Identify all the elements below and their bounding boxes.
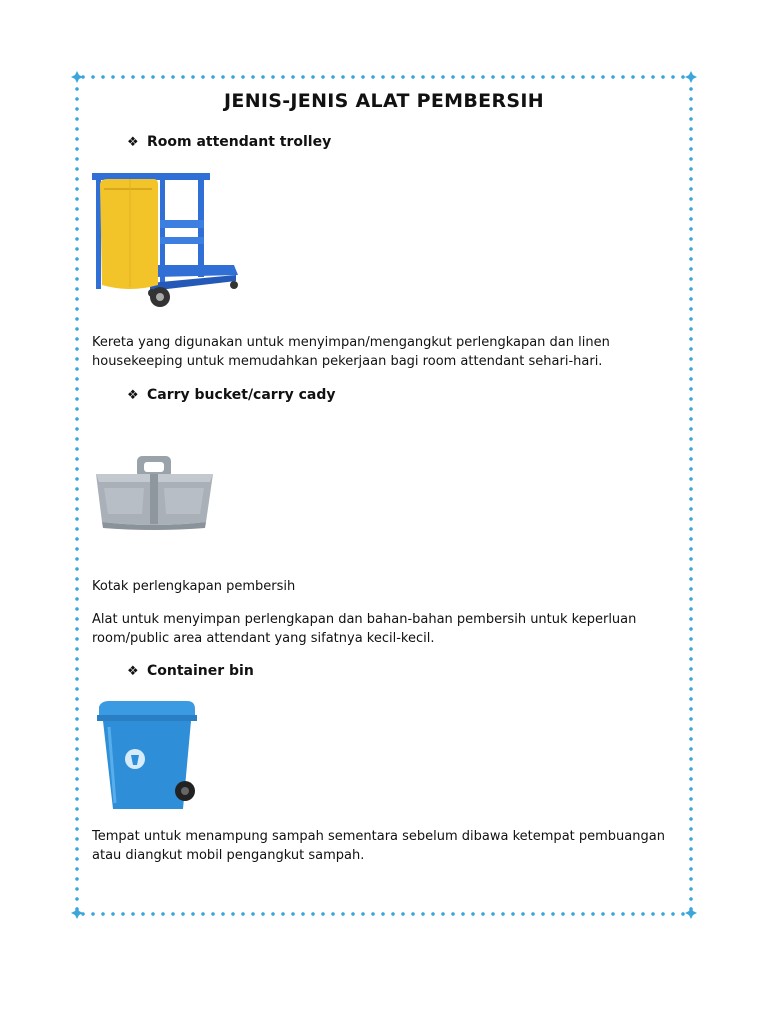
- section-heading-text: Container bin: [147, 663, 254, 679]
- section-heading-text: Carry bucket/carry cady: [147, 387, 336, 403]
- diamond-bullet-icon: ❖: [127, 135, 139, 150]
- diamond-bullet-icon: ❖: [127, 388, 139, 403]
- carry-caddy-image: [92, 452, 217, 532]
- page-title: JENIS-JENIS ALAT PEMBERSIH: [224, 90, 544, 112]
- diamond-bullet-icon: ❖: [127, 664, 139, 679]
- border-top: [78, 73, 690, 81]
- section-heading-carry-bucket: [127, 387, 336, 403]
- corner-ornament-icon: [70, 906, 84, 920]
- section-description: Kereta yang digunakan untuk menyimpan/mengangkut perlengkapan dan linen housekeeping untuk memudahkan pekerjaan bagi room attendant sehari-hari.: [92, 335, 610, 369]
- corner-ornament-icon: [684, 906, 698, 920]
- wheelie-bin-image: [95, 697, 200, 815]
- section-description: Kotak perlengkapan pembersih: [92, 579, 296, 594]
- corner-ornament-icon: [70, 70, 84, 84]
- section-description: Tempat untuk menampung sampah sementara sebelum dibawa ketempat pembuangan atau diangkut mobil pengangkut sampah.: [92, 829, 665, 863]
- corner-ornament-icon: [684, 70, 698, 84]
- section-heading-text: Room attendant trolley: [147, 134, 332, 150]
- border-bottom: [78, 910, 690, 918]
- border-right: [687, 84, 695, 910]
- section-heading-container-bin: [127, 663, 254, 679]
- section-heading-trolley: [127, 134, 331, 150]
- cleaning-trolley-image: [90, 165, 240, 315]
- border-left: [73, 84, 81, 910]
- section-description: Alat untuk menyimpan perlengkapan dan bahan-bahan pembersih untuk keperluan room/public area attendant yang sifatnya kecil-kecil.: [92, 612, 637, 646]
